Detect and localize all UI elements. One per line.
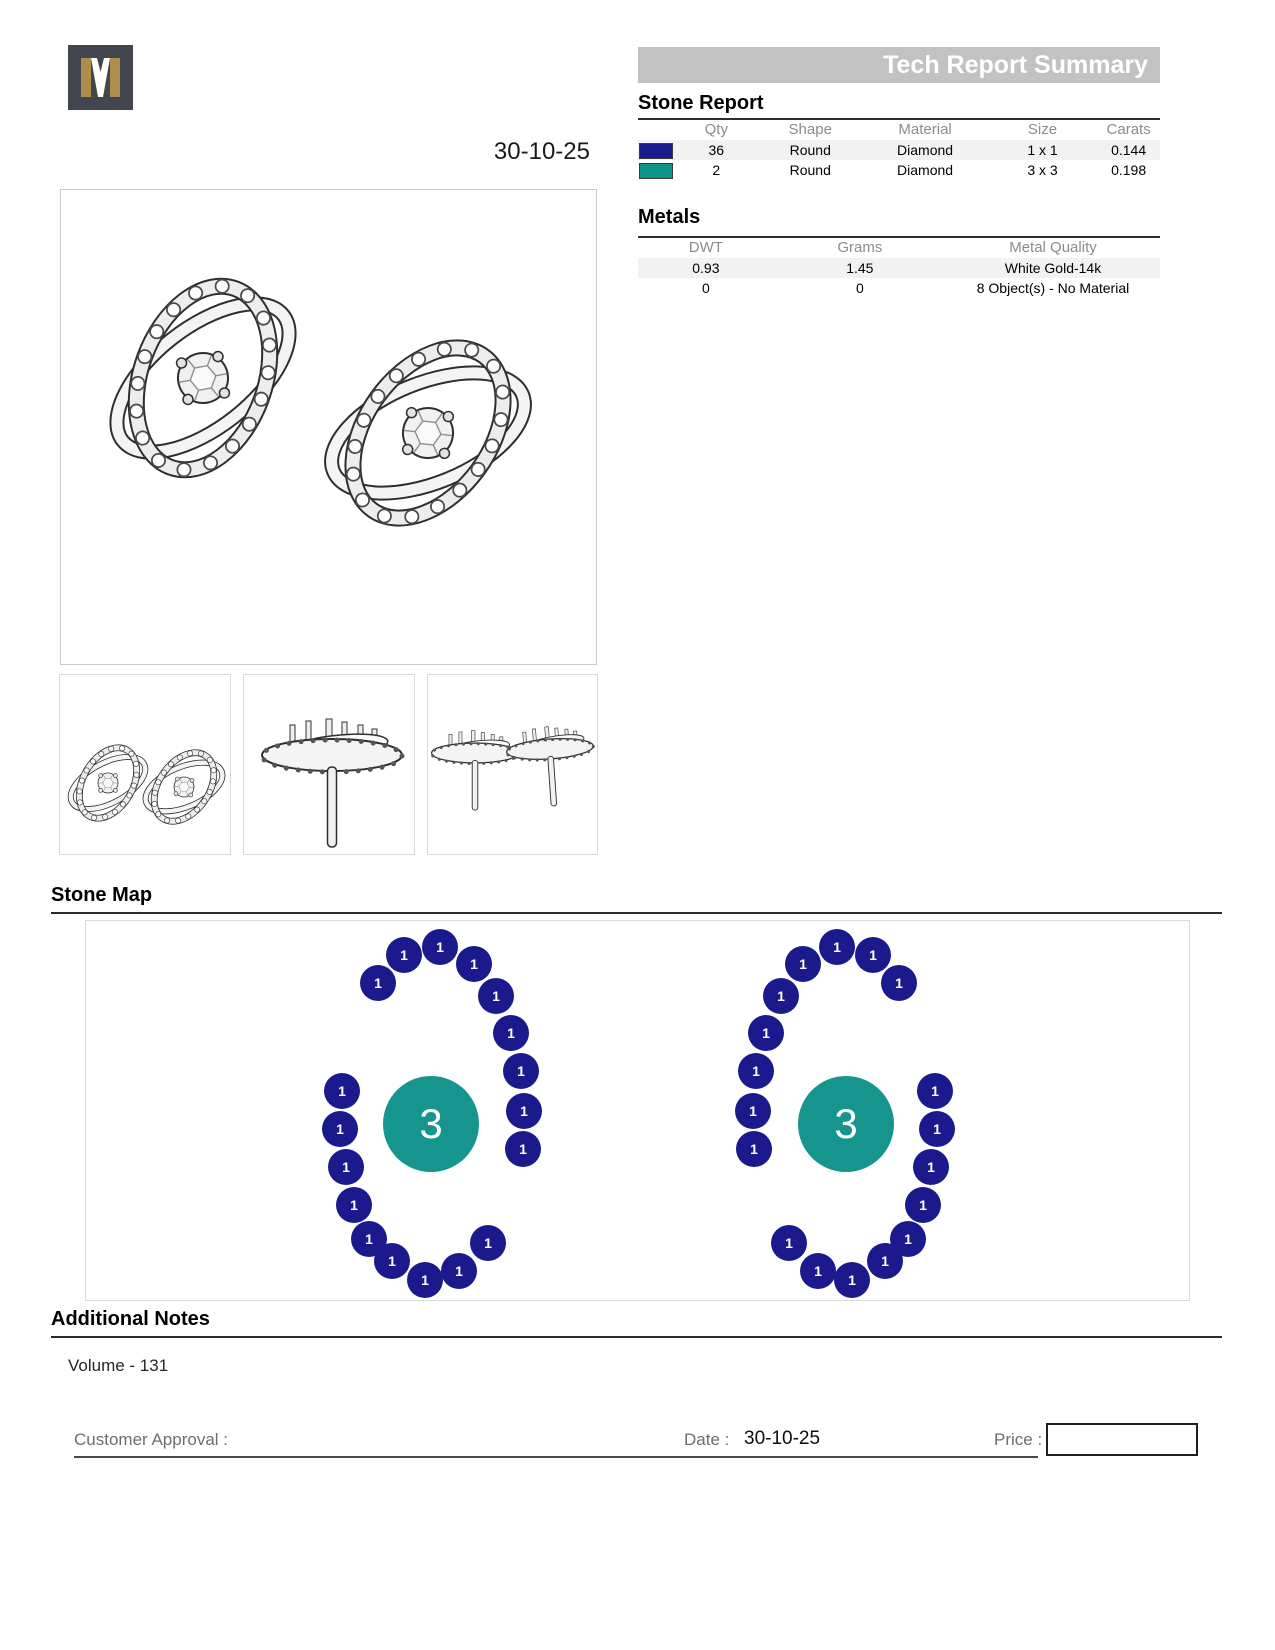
thumbnail-front-view-image [60,675,230,854]
stone-report-table [638,120,1160,180]
stone-report-title: Stone Report [638,92,764,114]
stone-map-small-stone: 1 [328,1149,364,1185]
thumbnail-side-view [243,674,415,855]
brand-logo [68,45,133,110]
metals-header-row [638,238,1160,258]
thumbnail-pair-side-view-image [428,675,597,854]
stone-map-small-stone: 1 [819,929,855,965]
stone-map-small-stone: 1 [506,1093,542,1129]
logo-m-icon [68,45,133,110]
stone-map-small-stone: 1 [456,946,492,982]
stone-map-small-stone: 1 [736,1131,772,1167]
shape-cell: Round [789,162,831,178]
size-cell: 3 x 3 [1027,162,1058,178]
stone-map-small-stone: 1 [322,1111,358,1147]
stone-map-small-stone: 1 [324,1073,360,1109]
metal-quality-cell: 8 Object(s) - No Material [976,280,1130,296]
stone-color-swatch [639,143,673,159]
carats-cell: 0.198 [1111,162,1147,178]
stone-map-small-stone: 1 [503,1053,539,1089]
stone-map-title: Stone Map [51,884,153,906]
thumbnail-side-view-image [244,675,414,854]
carats-column-header: Carats [1106,121,1151,138]
carats-cell: 0.144 [1111,142,1147,158]
qty-cell: 36 [708,142,725,158]
stone-map-small-stone: 1 [834,1262,870,1298]
thumbnail-front-view [59,674,231,855]
dwt-cell: 0.93 [692,260,720,276]
stone-report-header-row [638,120,1160,140]
stone-color-swatch [639,163,673,179]
grams-cell: 0 [855,280,864,296]
stone-map-small-stone: 1 [505,1131,541,1167]
stone-map-small-stone: 1 [890,1221,926,1257]
stone-map-small-stone: 1 [771,1225,807,1261]
stone-map-small-stone: 1 [800,1253,836,1289]
stone-map-small-stone: 1 [748,1015,784,1051]
metals-row [638,278,1160,298]
stone-map-small-stone: 1 [386,937,422,973]
stone-map-small-stone: 1 [881,965,917,1001]
stone-map-small-stone: 1 [407,1262,443,1298]
thumbnail-pair-side-view [427,674,598,855]
stone-map-small-stone: 1 [867,1243,903,1279]
stone-map-small-stone: 1 [374,1243,410,1279]
stone-map-small-stone: 1 [493,1015,529,1051]
report-date: 30-10-25 [493,138,590,165]
stone-map-small-stone: 1 [735,1093,771,1129]
volume-note: Volume - 131 [68,1356,169,1375]
stone-map-small-stone: 1 [785,946,821,982]
stone-map-small-stone: 1 [913,1149,949,1185]
stone-report-row [638,160,1160,180]
approval-date-label: Date : [684,1430,730,1449]
stone-map-small-stone: 1 [855,937,891,973]
stone-map-small-stone: 1 [919,1111,955,1147]
stone-map-center-stone: 3 [798,1076,894,1172]
qty-column-header: Qty [704,121,728,138]
earrings-render-image [61,190,596,664]
stone-map-small-stone: 1 [738,1053,774,1089]
material-column-header: Material [898,121,952,138]
material-cell: Diamond [897,162,954,178]
metals-row [638,258,1160,278]
report-title-bar: Tech Report Summary [638,47,1160,83]
stone-map-small-stone: 1 [336,1187,372,1223]
main-render-panel [60,189,597,665]
signature-line [74,1456,1038,1458]
grams-cell: 1.45 [846,260,874,276]
shape-column-header: Shape [788,121,832,138]
metal-quality-cell: White Gold-14k [1004,260,1102,276]
shape-cell: Round [789,142,831,158]
metal-quality-column-header: Metal Quality [1009,239,1097,256]
stone-map-small-stone: 1 [905,1187,941,1223]
additional-notes-rule [51,1336,1222,1338]
stone-map-small-stone: 1 [360,965,396,1001]
stone-map-center-stone: 3 [383,1076,479,1172]
stone-report-row [638,140,1160,160]
dwt-cell: 0 [701,280,710,296]
stone-map-small-stone: 1 [478,978,514,1014]
material-cell: Diamond [897,142,954,158]
dwt-column-header: DWT [688,239,723,256]
metals-title: Metals [638,206,701,228]
grams-column-header: Grams [837,239,883,256]
stone-map-small-stone: 1 [441,1253,477,1289]
stone-map-small-stone: 1 [763,978,799,1014]
metals-table [638,238,1160,298]
price-input-box[interactable] [1046,1423,1198,1456]
stone-map-canvas [85,920,1190,1301]
price-label: Price : [994,1430,1043,1449]
size-column-header: Size [1027,121,1058,138]
additional-notes-title: Additional Notes [51,1308,210,1330]
qty-cell: 2 [712,162,721,178]
stone-map-small-stone: 1 [351,1221,387,1257]
customer-approval-label: Customer Approval : [74,1430,229,1449]
stone-map-rule [51,912,1222,914]
stone-map-small-stone: 1 [470,1225,506,1261]
approval-date-value: 30-10-25 [744,1428,821,1449]
stone-map-small-stone: 1 [917,1073,953,1109]
stone-map-small-stone: 1 [422,929,458,965]
size-cell: 1 x 1 [1027,142,1058,158]
